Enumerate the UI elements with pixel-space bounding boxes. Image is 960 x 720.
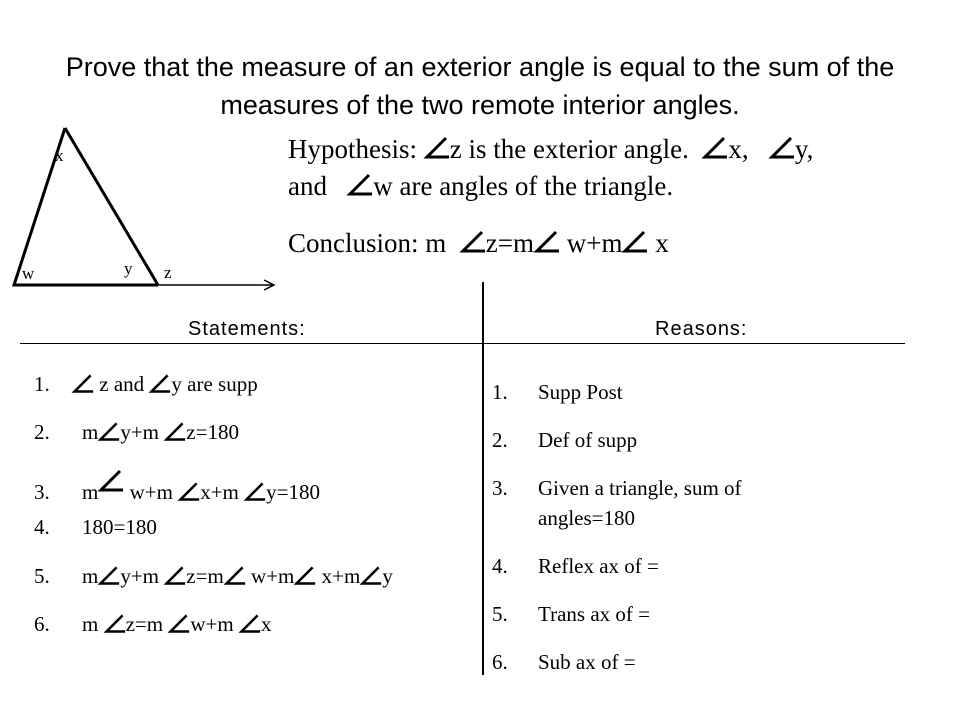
statement-number: 3. [34, 480, 50, 504]
hypothesis-text-3: y, [794, 134, 814, 164]
statement-row-4 [34, 515, 157, 540]
statement-text: y [382, 564, 393, 588]
reasons-header: Reasons: [655, 318, 748, 340]
angle-icon [104, 612, 126, 634]
angle-icon [769, 133, 795, 159]
angle-icon [98, 420, 120, 442]
label-z: z [164, 263, 172, 282]
reason-text: Sub ax of = [538, 650, 636, 674]
statement-number: 1. [34, 372, 50, 396]
angle-icon [244, 480, 266, 502]
reason-row-1 [492, 380, 623, 405]
statement-text: m [82, 564, 99, 588]
conclusion-line [288, 225, 669, 261]
statement-number: 5. [34, 564, 50, 588]
label-w: w [22, 264, 35, 283]
statement-text: x [260, 612, 272, 636]
reason-row-5 [492, 602, 650, 627]
column-divider [482, 282, 484, 675]
statement-text: z=m [125, 612, 164, 636]
statement-text: x+m [321, 564, 361, 588]
angle-icon [168, 612, 190, 634]
title-line-1: Prove that the measure of an exterior angle is equal to the sum of the [65, 52, 895, 82]
reason-row-3 [492, 476, 742, 501]
statement-text: m [82, 612, 99, 636]
hypothesis-text-5: w are angles of the triangle. [373, 171, 674, 201]
hypothesis-label: Hypothesis: [288, 134, 418, 164]
conclusion-text-1: z=m [485, 228, 534, 258]
hypothesis-text-2: x, [728, 134, 749, 164]
angle-icon [534, 227, 560, 253]
angle-icon [360, 564, 382, 586]
angle-icon [72, 372, 94, 394]
label-x: x [55, 146, 64, 165]
conclusion-text-2: w+m [566, 228, 623, 258]
statement-text: y=180 [266, 480, 320, 504]
reason-number: 5. [492, 602, 508, 626]
angle-icon [164, 420, 186, 442]
angle-icon [424, 133, 450, 159]
reason-text: Supp Post [538, 380, 623, 404]
statement-row-5 [34, 564, 393, 589]
statement-text: w+m [129, 480, 173, 504]
statement-number: 6. [34, 612, 50, 636]
angle-icon [178, 480, 200, 502]
hypothesis-line-1 [288, 131, 813, 167]
angle-icon [702, 133, 728, 159]
statements-header: Statements: [188, 318, 306, 340]
conclusion-text-3: x [655, 228, 669, 258]
hypothesis-text-1: z is the exterior angle. [449, 134, 689, 164]
triangle-left-sides [14, 128, 158, 285]
hypothesis-text-4: and [288, 171, 327, 201]
reason-text: Def of supp [538, 428, 638, 452]
reason-text: angles=180 [538, 506, 635, 530]
title-line-2: measures of the two remote interior angles. [220, 90, 740, 120]
reason-row-3-continued [538, 506, 635, 531]
reason-number: 2. [492, 428, 508, 452]
reason-text: Reflex ax of = [538, 554, 659, 578]
statement-text: w+m [190, 612, 234, 636]
reason-number: 6. [492, 650, 508, 674]
angle-icon [224, 564, 246, 586]
statement-row-1 [34, 372, 258, 397]
reason-number: 3. [492, 476, 508, 500]
page-title [20, 48, 940, 124]
statement-text: y+m [120, 564, 160, 588]
label-y: y [124, 259, 133, 278]
statement-text: z=180 [186, 420, 239, 444]
angle-icon [149, 372, 171, 394]
statement-number: 4. [34, 515, 50, 539]
triangle-right-side [65, 128, 158, 285]
statement-text: m [82, 480, 99, 504]
angle-icon [294, 564, 316, 586]
triangle-figure [0, 120, 290, 300]
statement-text: y are supp [171, 372, 258, 396]
angle-icon [622, 227, 648, 253]
reason-row-6 [492, 650, 636, 675]
conclusion-label: Conclusion: m [288, 228, 447, 258]
hypothesis-line-2 [288, 168, 673, 204]
statement-number: 2. [34, 420, 50, 444]
statement-text: 180=180 [82, 515, 157, 539]
angle-icon [98, 467, 124, 493]
statement-text: w+m [251, 564, 295, 588]
reason-number: 4. [492, 554, 508, 578]
reason-row-2 [492, 428, 637, 453]
statement-row-3 [34, 467, 320, 505]
angle-icon [164, 564, 186, 586]
statement-text: m [82, 420, 99, 444]
angle-icon [460, 227, 486, 253]
reason-text: Given a triangle, sum of [538, 476, 742, 500]
statement-text: z and [99, 372, 145, 396]
header-divider [20, 343, 905, 344]
angle-icon [98, 564, 120, 586]
reason-text: Trans ax of = [538, 602, 650, 626]
angle-icon [347, 170, 373, 196]
statement-text: x+m [200, 480, 239, 504]
statement-row-2 [34, 420, 239, 445]
reason-number: 1. [492, 380, 508, 404]
angle-icon [239, 612, 261, 634]
triangle-diagram [0, 120, 290, 300]
reason-row-4 [492, 554, 659, 579]
statement-row-6 [34, 612, 271, 637]
statement-text: z=m [186, 564, 224, 588]
statement-text: y+m [120, 420, 160, 444]
